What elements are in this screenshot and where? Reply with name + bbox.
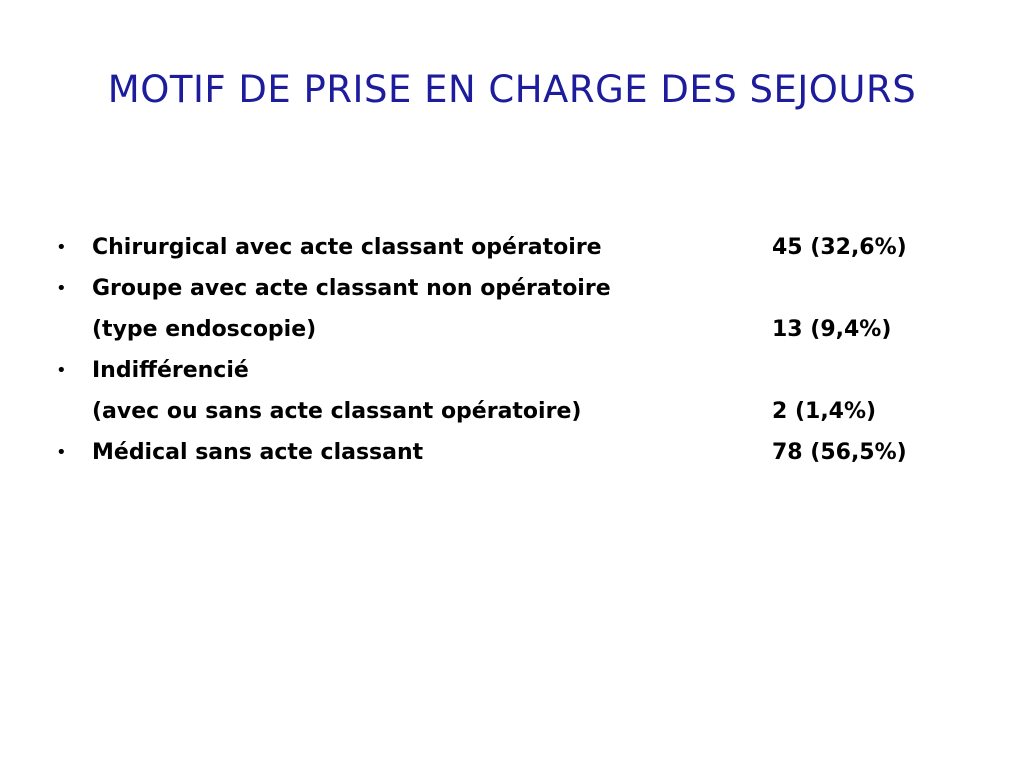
bullet-icon: • [56,442,67,463]
bullet-list [56,227,986,473]
bullet-icon: • [56,237,67,258]
list-item-indifferencie [56,350,986,391]
list-item-value: 45 (32,6%) [772,235,907,260]
list-item-value: 78 (56,5%) [772,440,907,465]
list-item-label: (avec ou sans acte classant opératoire) [92,399,582,424]
list-item-label: Groupe avec acte classant non opératoire [92,276,611,301]
list-item-groupe [56,268,986,309]
list-item-label: (type endoscopie) [92,317,317,342]
bullet-icon: • [56,278,67,299]
slide-title: MOTIF DE PRISE EN CHARGE DES SEJOURS [107,68,917,111]
list-item-value: 2 (1,4%) [772,399,877,424]
list-item-medical [56,432,986,473]
list-item-groupe-continuation [56,309,986,350]
list-item-value: 13 (9,4%) [772,317,892,342]
list-item-label: Médical sans acte classant [92,440,424,465]
list-item-label: Chirurgical avec acte classant opératoire [92,235,602,260]
list-item-chirurgical [56,227,986,268]
list-item-indifferencie-continuation [56,391,986,432]
list-item-label: Indifférencié [92,358,249,383]
bullet-icon: • [56,360,67,381]
